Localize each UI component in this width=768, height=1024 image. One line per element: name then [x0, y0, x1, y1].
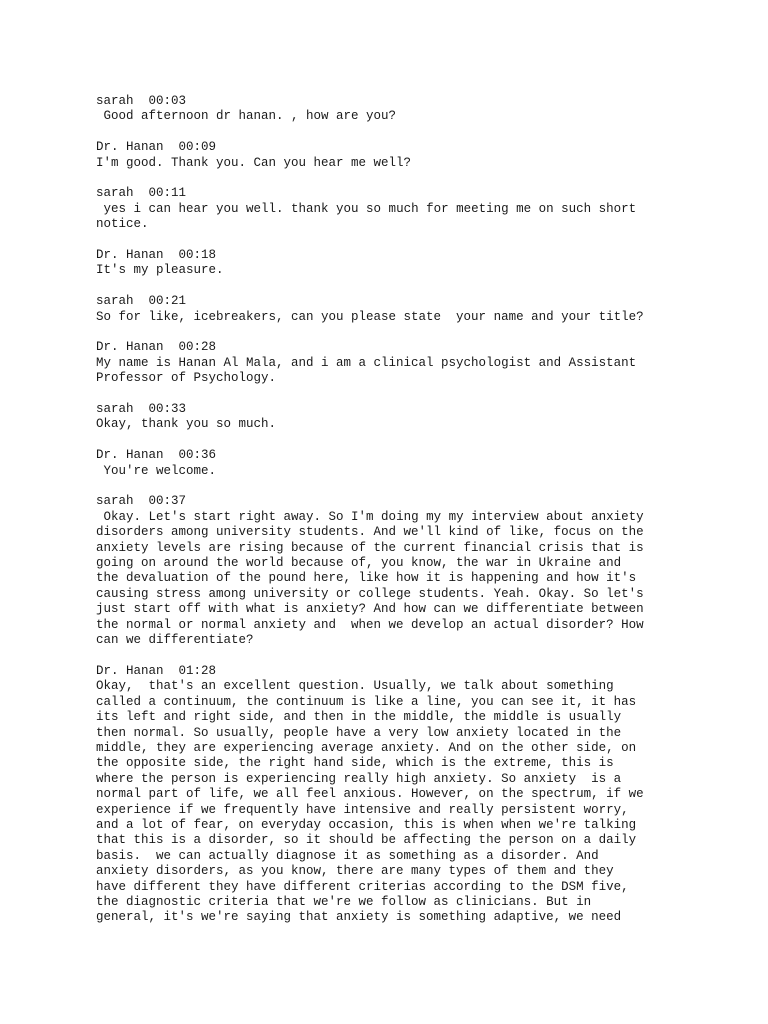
utterance-text: I'm good. Thank you. Can you hear me well? [96, 155, 412, 170]
transcript-entry [96, 186, 696, 232]
speaker-name: sarah [96, 494, 134, 509]
transcript-entry [96, 340, 696, 386]
utterance-text: Good afternoon dr hanan. , how are you? [96, 109, 397, 124]
timestamp: 00:03 [148, 94, 187, 108]
speaker-name: sarah [96, 402, 134, 417]
utterance-text: Okay, thank you so much. [96, 417, 277, 432]
speaker-name: Dr. Hanan [96, 140, 164, 155]
utterance-text: Okay, that's an excellent question. Usually, we talk about something called a continuum, the continuum is like a line, you can see it, it has its left and right side, and then in the middle, the middle is usually then normal. So usually, people have a very low anxiety located in the middle, they are experiencing average anxiety. And on the other side, on the opposite side, the right hand side, which is the extreme, this is where the person is experiencing really high anxiety. So anxiety is a normal part of life, we all feel anxious. However, on the spectrum, if we experience if we frequently have intensive and really persistent worry, and a lot of fear, on everyday occasion, this is when when we're talking that this is a disorder, so it should be affecting the person on a daily basis. we can actually diagnose it as something as a disorder. And anxiety disorders, as you know, there are many types of them and they have different they have different criterias according to the DSM five, the diagnostic criteria that we're we follow as clinicians. But in general, it's we're saying that anxiety is something adaptive, we need [96, 679, 644, 925]
timestamp: 00:33 [148, 402, 187, 417]
timestamp: 00:18 [178, 248, 217, 263]
utterance-text: yes i can hear you well. thank you so much for meeting me on such short notice. [96, 201, 637, 232]
timestamp: 01:28 [178, 663, 217, 678]
utterance-text: My name is Hanan Al Mala, and i am a clinical psychologist and Assistant Professor of Psychology. [96, 355, 637, 386]
speaker-name: sarah [96, 94, 134, 108]
speaker-line [96, 140, 696, 155]
utterance-text: Okay. Let's start right away. So I'm doing my my interview about anxiety disorders among university students. And we'll kind of like, focus on the anxiety levels are rising because of the current financial crisis that is going on around the world because of, you know, the war in Ukraine and the devaluation of the pound here, like how it is happening and how it's causing stress among university or college students. Yeah. Okay. So let's just start off with what is anxiety? And how can we differentiate between the normal or normal anxiety and when we develop an actual disorder? How can we differentiate? [96, 509, 644, 648]
speaker-name: sarah [96, 294, 134, 309]
transcript-entry [96, 94, 696, 125]
transcript-entry [96, 664, 696, 926]
speaker-line [96, 402, 696, 417]
speaker-name: Dr. Hanan [96, 248, 164, 263]
speaker-line [96, 186, 696, 201]
timestamp: 00:11 [148, 186, 187, 201]
timestamp: 00:09 [178, 140, 217, 155]
transcript-entry [96, 294, 696, 325]
transcript-page [96, 94, 696, 941]
timestamp: 00:37 [148, 494, 187, 509]
speaker-name: sarah [96, 186, 134, 201]
transcript-entry [96, 494, 696, 648]
speaker-line [96, 294, 696, 309]
speaker-line [96, 248, 696, 263]
timestamp: 00:28 [178, 340, 217, 355]
speaker-name: Dr. Hanan [96, 663, 164, 678]
utterance-text: It's my pleasure. [96, 263, 224, 278]
utterance-text: So for like, icebreakers, can you please state your name and your title? [96, 309, 644, 324]
speaker-line [96, 664, 696, 679]
speaker-line [96, 448, 696, 463]
speaker-line [96, 94, 696, 109]
transcript-entry [96, 140, 696, 171]
transcript-entry [96, 448, 696, 479]
speaker-name: Dr. Hanan [96, 340, 164, 355]
speaker-name: Dr. Hanan [96, 448, 164, 463]
speaker-line [96, 340, 696, 355]
transcript-entry [96, 248, 696, 279]
transcript-entry [96, 402, 696, 433]
utterance-text: You're welcome. [96, 463, 217, 478]
timestamp: 00:36 [178, 448, 217, 463]
timestamp: 00:21 [148, 294, 187, 309]
speaker-line [96, 494, 696, 509]
